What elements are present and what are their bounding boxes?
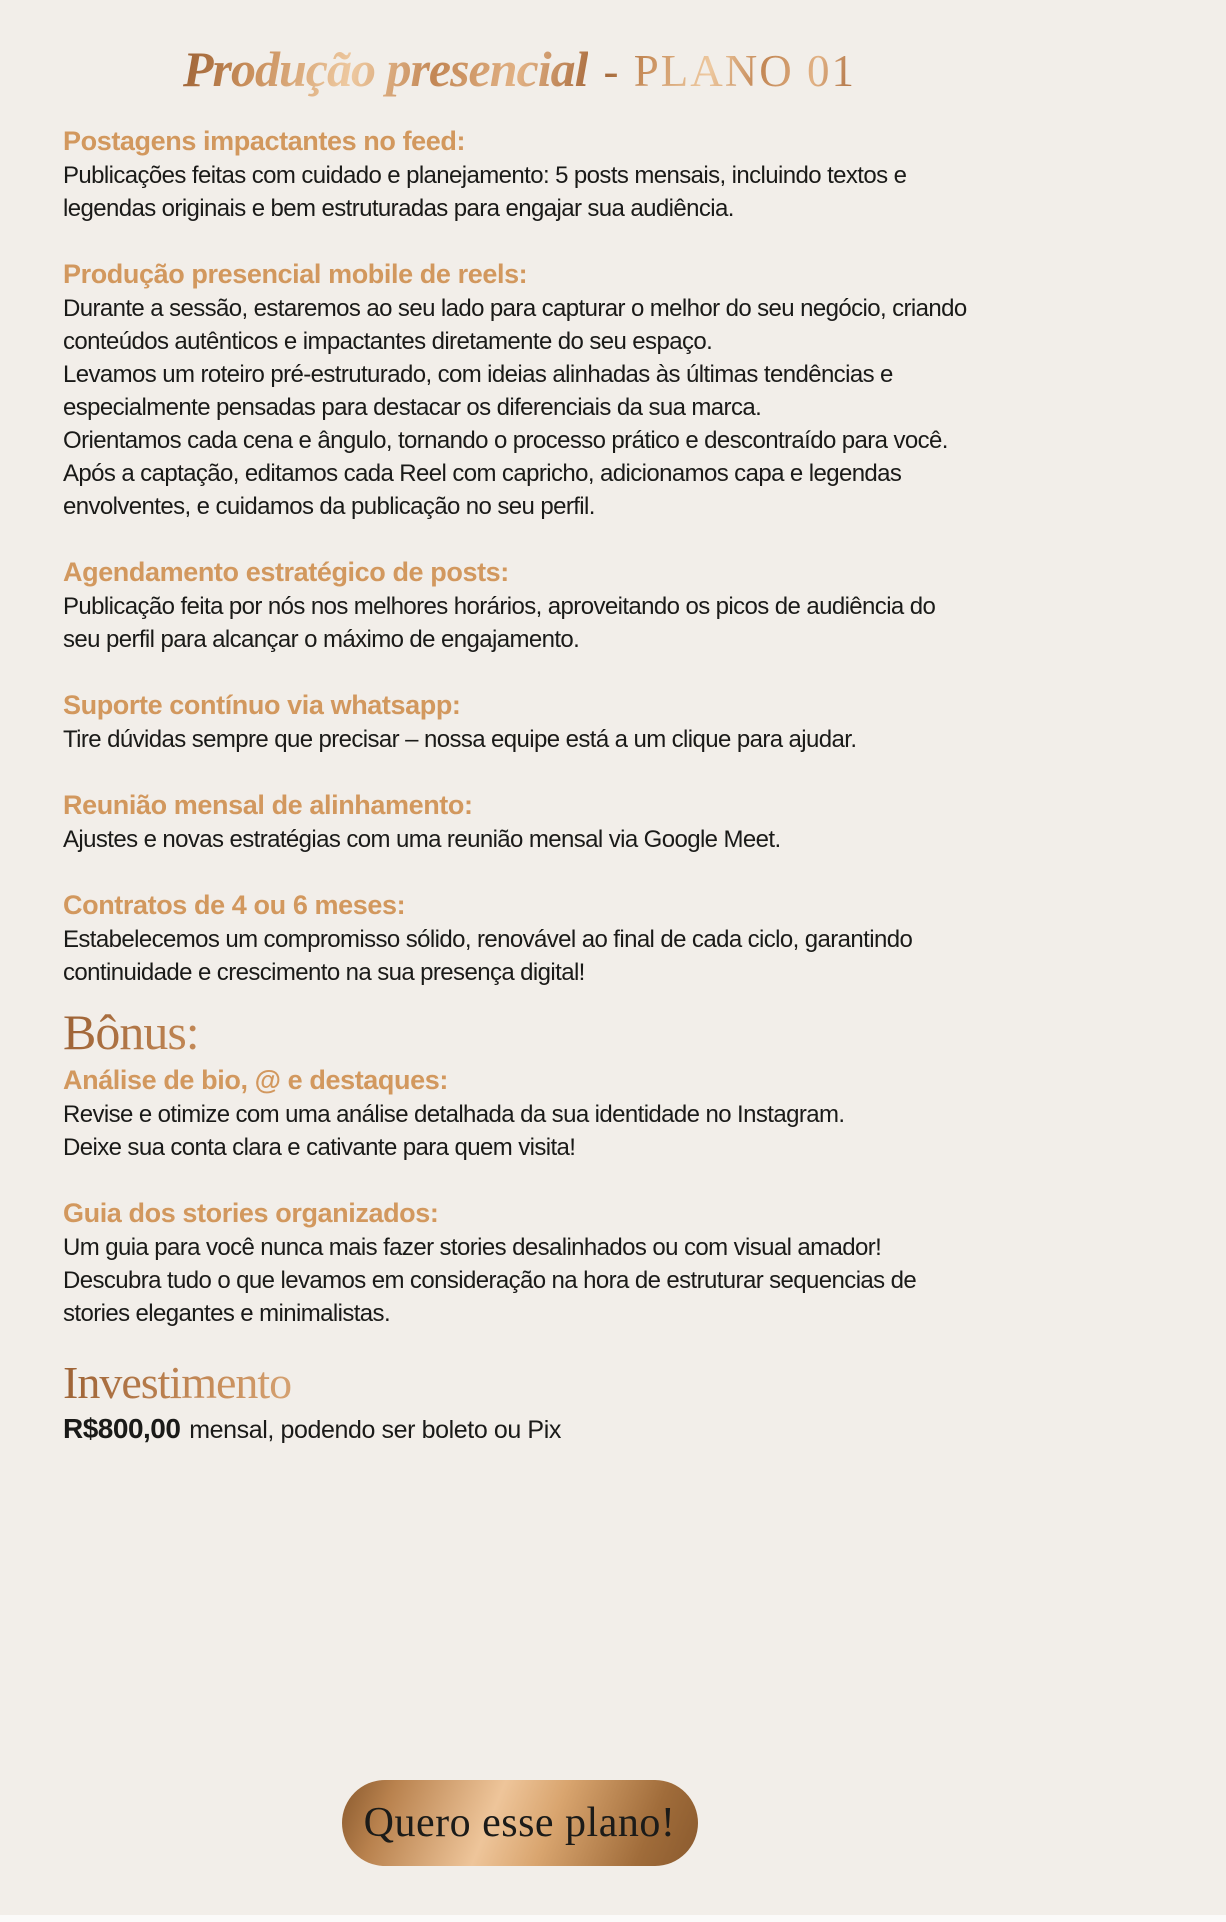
section-paragraph: Após a captação, editamos cada Reel com capricho, adicionamos capa e legendas envolventes, e cuidamos da publicação no seu perfil.	[63, 460, 902, 520]
section-paragraph: Ajustes e novas estratégias com uma reunião mensal via Google Meet.	[63, 826, 781, 853]
page-title-script: Produção presencial	[182, 41, 588, 97]
section-heading: Produção presencial mobile de reels:	[63, 259, 528, 289]
section-post-scheduling	[63, 557, 976, 656]
section-heading: Reunião mensal de alinhamento:	[63, 790, 473, 820]
bonus-section-bio-analysis	[63, 1065, 976, 1164]
section-heading: Postagens impactantes no feed:	[63, 126, 466, 156]
bonus-section-stories-guide	[63, 1198, 976, 1330]
cta-row	[63, 1780, 976, 1866]
section-paragraph: Deixe sua conta clara e cativante para quem visita!	[63, 1134, 576, 1161]
page-title-plan-number: - PLANO 01	[603, 46, 857, 96]
price-terms: mensal, podendo ser boleto ou Pix	[189, 1416, 561, 1444]
section-reels-production	[63, 259, 976, 523]
price-line	[63, 1412, 976, 1447]
cta-button[interactable]: Quero esse plano!	[342, 1780, 698, 1866]
section-heading: Análise de bio, @ e destaques:	[63, 1065, 448, 1095]
bonus-title: Bônus:	[63, 1005, 976, 1059]
section-heading: Agendamento estratégico de posts:	[63, 557, 509, 587]
section-feed-posts	[63, 126, 976, 225]
section-paragraph: Publicação feita por nós nos melhores horários, aproveitando os picos de audiência do seu perfil para alcançar o máximo de engajamento.	[63, 593, 936, 653]
page-title	[63, 40, 976, 104]
section-contracts	[63, 890, 976, 989]
investment-title: Investimento	[63, 1358, 976, 1408]
section-monthly-meeting	[63, 790, 976, 856]
section-heading: Contratos de 4 ou 6 meses:	[63, 890, 406, 920]
section-paragraph: Levamos um roteiro pré-estruturado, com ideias alinhadas às últimas tendências e especialmente pensadas para destacar os diferenciais da sua marca.	[63, 361, 893, 421]
section-paragraph: Publicações feitas com cuidado e planejamento: 5 posts mensais, incluindo textos e legendas originais e bem estruturadas para engajar sua audiência.	[63, 162, 907, 222]
section-whatsapp-support	[63, 690, 976, 756]
section-paragraph: Revise e otimize com uma análise detalhada da sua identidade no Instagram.	[63, 1101, 845, 1128]
section-heading: Suporte contínuo via whatsapp:	[63, 690, 461, 720]
section-paragraph: Orientamos cada cena e ângulo, tornando o processo prático e descontraído para você.	[63, 427, 948, 454]
section-paragraph: Um guia para você nunca mais fazer stories desalinhados ou com visual amador!	[63, 1234, 882, 1261]
section-heading: Guia dos stories organizados:	[63, 1198, 439, 1228]
price-value: R$800,00	[63, 1413, 181, 1444]
section-paragraph: Tire dúvidas sempre que precisar – nossa equipe está a um clique para ajudar.	[63, 726, 857, 753]
section-paragraph: Durante a sessão, estaremos ao seu lado para capturar o melhor do seu negócio, criando conteúdos autênticos e impactantes diretamente do seu espaço.	[63, 295, 967, 355]
bottom-strip	[0, 1915, 1226, 1922]
section-paragraph: Estabelecemos um compromisso sólido, renovável ao final de cada ciclo, garantindo continuidade e crescimento na sua presença digital!	[63, 926, 913, 986]
section-paragraph: Descubra tudo o que levamos em consideração na hora de estruturar sequencias de stories elegantes e minimalistas.	[63, 1267, 917, 1327]
